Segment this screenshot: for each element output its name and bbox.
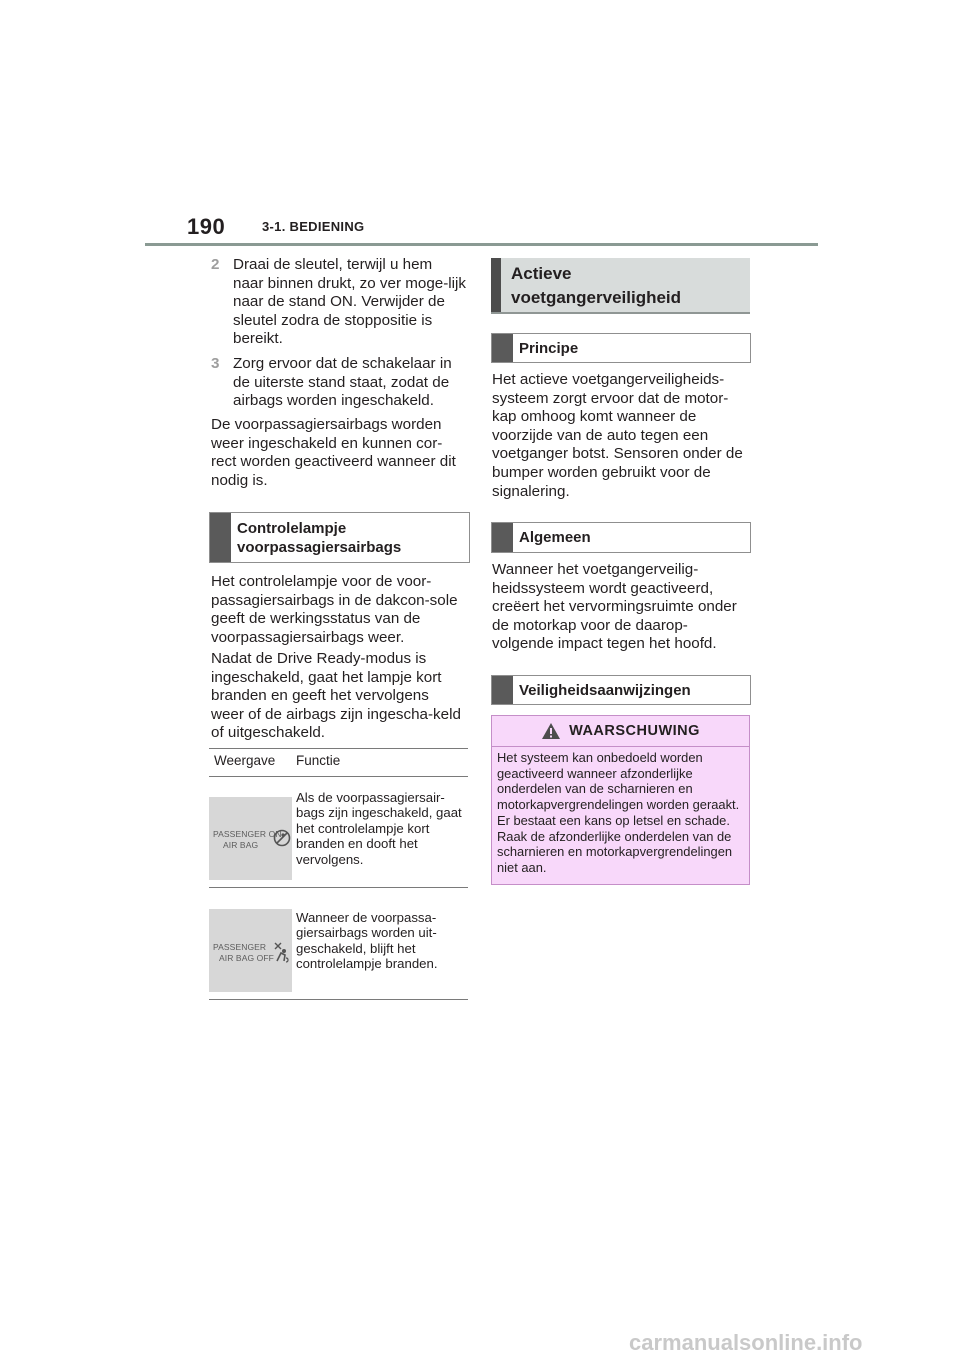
table-bottom-rule [209, 999, 468, 1000]
airbag-off-person-icon [272, 941, 290, 963]
airbag-person-icon [273, 829, 291, 847]
warning-header [492, 716, 749, 746]
section-label: 3-1. BEDIENING [262, 219, 365, 234]
lamp-text: AIR BAG OFF [219, 953, 274, 963]
paragraph-general: Wanneer het voetgangerveilig-heidssysteem wordt geactiveerd, creëert het vervormingsruimte onder de motorkap voor de daarop-volgende impact tegen het hoofd. [492, 561, 737, 653]
warning-triangle-icon [541, 722, 561, 740]
box-bar [492, 523, 513, 552]
step-2 [211, 256, 466, 349]
box-indicator [209, 512, 470, 563]
box-bar [210, 513, 231, 562]
paragraph-reactivated: De voorpassagiersairbags worden weer ingeschakeld en kunnen cor-rect worden geactiveerd wanneer dit nodig is. [211, 416, 456, 489]
box-general [491, 522, 751, 553]
page-number: 190 [187, 214, 226, 239]
box-safety-title: Veiligheidsaanwijzingen [519, 681, 691, 699]
table-header-rule [209, 776, 468, 777]
lamp-text: AIR BAG [223, 840, 259, 850]
warning-rule [492, 746, 749, 747]
box-bar [492, 334, 513, 362]
warning-box [491, 715, 750, 885]
row-function-text: Wanneer de voorpassa-giersairbags worden uit-geschakeld, blijft het controlelampje branden. [296, 910, 438, 972]
step-number: 2 [211, 256, 220, 273]
paragraph-indicator: Het controlelampje voor de voor-passagiersairbags in de dakcon-sole geeft de werkingsstatus van de voorpassagiersairbags weer. [211, 573, 458, 646]
table-header-function: Functie [296, 753, 341, 768]
table-top-rule [209, 748, 468, 749]
step-number: 3 [211, 355, 220, 372]
airbag-off-indicator-image [209, 909, 292, 992]
step-text: Zorg ervoor dat de schakelaar in de uiterste stand staat, zodat de airbags worden ingeschakeld. [233, 355, 452, 410]
box-principle [491, 333, 751, 363]
lamp-text: PASSENGER [213, 942, 267, 952]
paragraph-principle: Het actieve voetgangerveiligheids-systeem zorgt ervoor dat de motor-kap omhoog komt wanneer de voorzijde van de auto tegen een voetganger botst. Sensoren onder de bumper worden gebruikt voor de signalering. [492, 371, 743, 500]
table-header-display: Weergave [214, 753, 276, 768]
watermark[interactable]: carmanualsonline.info [629, 1330, 863, 1355]
step-3 [211, 355, 466, 411]
section-title: Actieve voetgangerveiligheid [511, 264, 682, 307]
table-row-rule [209, 887, 468, 888]
box-safety [491, 675, 751, 705]
box-principle-title: Principe [519, 339, 579, 357]
box-indicator-title: Controlelampje voorpassagiersairbags [237, 519, 402, 556]
airbag-on-indicator-image [209, 797, 292, 880]
step-text: Draai de sleutel, terwijl u hem naar binnen drukt, zo ver moge-lijk naar de stand ON. Verwijder de sleutel zodra de stoppositie is bereikt. [233, 256, 466, 348]
box-general-title: Algemeen [519, 529, 591, 546]
section-title-box [491, 258, 750, 314]
warning-title: WAARSCHUWING [569, 723, 700, 739]
box-bar [492, 676, 513, 704]
row-function-text: Als de voorpassagiersair-bags zijn ingeschakeld, gaat het controlelampje kort branden en dooft het vervolgens. [296, 790, 462, 867]
warning-text: Het systeem kan onbedoeld worden geactiveerd wanneer afzonderlijke onderdelen van de scharnieren en motorkapvergrendelingen worden geraakt. Er bestaat een kans op letsel en schade. Raak de afzonderlijke onderdelen van de scharnieren en motorkapvergrendelingen niet aan. [497, 750, 740, 875]
lamp-text: PASSENGER ON [213, 829, 282, 839]
header-rule [145, 243, 818, 246]
paragraph-drive-ready: Nadat de Drive Ready-modus is ingeschakeld, gaat het lampje kort branden en geeft het vervolgens weer of de airbags zijn ingescha-keld of uitgeschakeld. [211, 650, 461, 742]
box-bar [491, 258, 501, 312]
